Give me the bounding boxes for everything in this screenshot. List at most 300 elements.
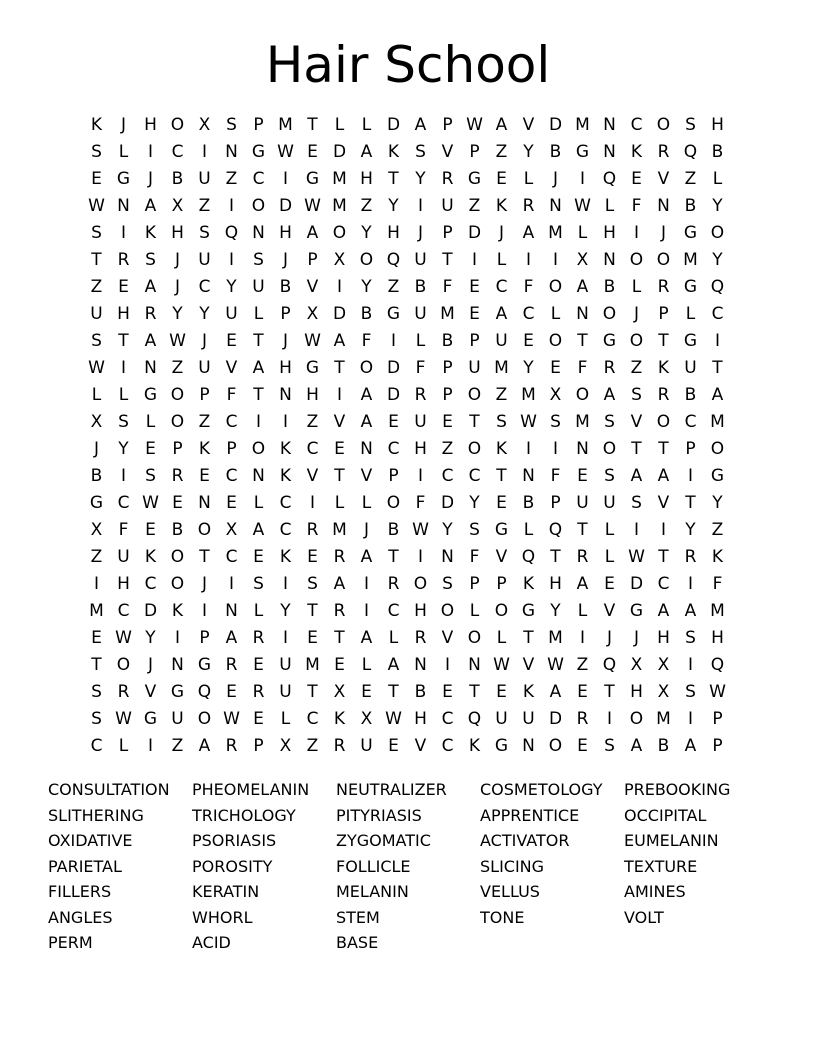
grid-cell[interactable]: W <box>277 142 294 162</box>
grid-cell[interactable]: O <box>170 574 185 594</box>
grid-cell[interactable]: A <box>333 574 346 594</box>
grid-cell[interactable]: I <box>525 439 531 459</box>
grid-cell[interactable]: N <box>603 142 616 162</box>
grid-cell[interactable]: K <box>522 682 535 702</box>
grid-cell[interactable]: T <box>388 682 399 702</box>
grid-cell[interactable]: M <box>278 115 293 135</box>
grid-cell[interactable]: A <box>360 547 373 567</box>
grid-cell[interactable]: X <box>225 520 238 540</box>
grid-cell[interactable]: R <box>414 385 427 405</box>
grid-cell[interactable]: O <box>494 601 509 621</box>
grid-cell[interactable]: Q <box>467 709 482 729</box>
grid-cell[interactable]: I <box>687 655 693 675</box>
grid-cell[interactable]: B <box>684 385 697 405</box>
grid-cell[interactable]: S <box>253 574 264 594</box>
grid-cell[interactable]: C <box>711 304 724 324</box>
grid-cell[interactable]: Z <box>630 358 643 378</box>
grid-cell[interactable]: Q <box>197 682 212 702</box>
grid-cell[interactable]: Y <box>712 493 723 513</box>
grid-cell[interactable]: C <box>144 574 157 594</box>
grid-cell[interactable]: I <box>606 709 612 729</box>
grid-cell[interactable]: H <box>279 358 292 378</box>
grid-cell[interactable]: U <box>414 304 427 324</box>
grid-cell[interactable]: Q <box>521 547 536 567</box>
grid-cell[interactable]: A <box>495 115 508 135</box>
grid-cell[interactable]: M <box>710 601 725 621</box>
grid-cell[interactable]: U <box>441 196 454 216</box>
grid-cell[interactable]: L <box>577 223 588 243</box>
grid-cell[interactable]: A <box>549 682 562 702</box>
grid-cell[interactable]: M <box>332 520 347 540</box>
grid-cell[interactable]: C <box>225 412 238 432</box>
grid-cell[interactable]: V <box>441 142 454 162</box>
grid-cell[interactable]: A <box>144 196 157 216</box>
grid-cell[interactable]: T <box>442 250 453 270</box>
grid-cell[interactable]: T <box>685 493 696 513</box>
grid-cell[interactable]: A <box>711 385 724 405</box>
grid-cell[interactable]: J <box>282 331 288 351</box>
grid-cell[interactable]: P <box>550 493 561 513</box>
grid-cell[interactable]: L <box>523 169 534 189</box>
grid-cell[interactable]: I <box>363 574 369 594</box>
grid-cell[interactable]: A <box>360 385 373 405</box>
grid-cell[interactable]: G <box>683 331 698 351</box>
grid-cell[interactable]: I <box>471 250 477 270</box>
grid-cell[interactable]: Y <box>388 196 399 216</box>
grid-cell[interactable]: X <box>279 736 292 756</box>
grid-cell[interactable]: W <box>88 358 105 378</box>
grid-cell[interactable]: T <box>334 466 345 486</box>
grid-cell[interactable]: E <box>91 169 102 189</box>
grid-cell[interactable]: A <box>630 466 643 486</box>
grid-cell[interactable]: I <box>93 574 99 594</box>
grid-cell[interactable]: C <box>387 601 400 621</box>
grid-cell[interactable]: C <box>117 493 130 513</box>
grid-cell[interactable]: L <box>469 601 480 621</box>
grid-cell[interactable]: N <box>522 736 535 756</box>
grid-cell[interactable]: Y <box>199 304 210 324</box>
grid-cell[interactable]: O <box>629 709 644 729</box>
grid-cell[interactable]: L <box>496 250 507 270</box>
grid-cell[interactable]: M <box>656 709 671 729</box>
grid-cell[interactable]: I <box>120 466 126 486</box>
grid-cell[interactable]: L <box>631 277 642 297</box>
grid-cell[interactable]: T <box>118 331 129 351</box>
grid-cell[interactable]: R <box>333 736 346 756</box>
grid-cell[interactable]: E <box>145 439 156 459</box>
grid-cell[interactable]: V <box>657 493 670 513</box>
grid-cell[interactable]: E <box>469 304 480 324</box>
grid-cell[interactable]: H <box>414 439 427 459</box>
grid-cell[interactable]: W <box>385 709 402 729</box>
grid-cell[interactable]: K <box>468 736 481 756</box>
grid-cell[interactable]: A <box>684 601 697 621</box>
grid-cell[interactable]: I <box>336 277 342 297</box>
grid-cell[interactable]: R <box>576 709 589 729</box>
grid-cell[interactable]: L <box>361 493 372 513</box>
grid-cell[interactable]: P <box>442 358 453 378</box>
grid-cell[interactable]: E <box>442 412 453 432</box>
grid-cell[interactable]: B <box>414 277 427 297</box>
grid-cell[interactable]: P <box>172 439 183 459</box>
grid-cell[interactable]: H <box>414 709 427 729</box>
grid-cell[interactable]: Z <box>306 412 319 432</box>
grid-cell[interactable]: W <box>709 682 726 702</box>
grid-cell[interactable]: D <box>386 115 401 135</box>
grid-cell[interactable]: P <box>280 304 291 324</box>
grid-cell[interactable]: T <box>577 520 588 540</box>
grid-cell[interactable]: I <box>687 574 693 594</box>
grid-cell[interactable]: S <box>145 466 156 486</box>
grid-cell[interactable]: T <box>307 682 318 702</box>
grid-cell[interactable]: U <box>171 709 184 729</box>
grid-cell[interactable]: L <box>523 520 534 540</box>
grid-cell[interactable]: P <box>469 142 480 162</box>
grid-cell[interactable]: B <box>684 196 697 216</box>
grid-cell[interactable]: X <box>360 709 373 729</box>
grid-cell[interactable]: B <box>657 736 670 756</box>
grid-cell[interactable]: R <box>657 142 670 162</box>
grid-cell[interactable]: W <box>223 709 240 729</box>
grid-cell[interactable]: E <box>91 628 102 648</box>
grid-cell[interactable]: M <box>521 385 536 405</box>
grid-cell[interactable]: M <box>332 196 347 216</box>
grid-cell[interactable]: O <box>548 277 563 297</box>
grid-cell[interactable]: A <box>576 277 589 297</box>
grid-cell[interactable]: O <box>359 358 374 378</box>
grid-cell[interactable]: I <box>417 196 423 216</box>
grid-cell[interactable]: S <box>226 115 237 135</box>
grid-cell[interactable]: J <box>120 115 126 135</box>
grid-cell[interactable]: I <box>228 250 234 270</box>
grid-cell[interactable]: O <box>602 439 617 459</box>
grid-cell[interactable]: I <box>120 358 126 378</box>
grid-cell[interactable]: I <box>147 142 153 162</box>
grid-cell[interactable]: G <box>305 358 320 378</box>
grid-cell[interactable]: D <box>386 385 401 405</box>
grid-cell[interactable]: P <box>442 385 453 405</box>
grid-cell[interactable]: I <box>633 223 639 243</box>
grid-cell[interactable]: N <box>522 466 535 486</box>
grid-cell[interactable]: B <box>171 169 184 189</box>
grid-cell[interactable]: Z <box>441 439 454 459</box>
grid-cell[interactable]: A <box>225 628 238 648</box>
grid-cell[interactable]: K <box>279 439 292 459</box>
grid-cell[interactable]: V <box>306 277 319 297</box>
grid-cell[interactable]: K <box>333 709 346 729</box>
grid-cell[interactable]: D <box>332 304 347 324</box>
grid-cell[interactable]: C <box>252 169 265 189</box>
grid-cell[interactable]: Z <box>90 277 103 297</box>
grid-cell[interactable]: O <box>386 493 401 513</box>
grid-cell[interactable]: C <box>441 736 454 756</box>
grid-cell[interactable]: I <box>363 601 369 621</box>
grid-cell[interactable]: U <box>198 250 211 270</box>
grid-cell[interactable]: S <box>604 736 615 756</box>
grid-cell[interactable]: S <box>253 250 264 270</box>
grid-cell[interactable]: V <box>657 169 670 189</box>
grid-cell[interactable]: D <box>386 358 401 378</box>
grid-cell[interactable]: E <box>145 520 156 540</box>
grid-cell[interactable]: H <box>360 169 373 189</box>
grid-cell[interactable]: B <box>90 466 103 486</box>
grid-cell[interactable]: U <box>279 655 292 675</box>
grid-cell[interactable]: J <box>93 439 99 459</box>
grid-cell[interactable]: O <box>197 709 212 729</box>
grid-cell[interactable]: W <box>493 655 510 675</box>
grid-cell[interactable]: I <box>417 547 423 567</box>
grid-cell[interactable]: H <box>171 223 184 243</box>
grid-cell[interactable]: L <box>604 196 615 216</box>
grid-cell[interactable]: R <box>252 682 265 702</box>
grid-cell[interactable]: S <box>631 493 642 513</box>
grid-cell[interactable]: J <box>282 250 288 270</box>
grid-cell[interactable]: N <box>117 196 130 216</box>
grid-cell[interactable]: C <box>684 412 697 432</box>
grid-cell[interactable]: N <box>576 304 589 324</box>
grid-cell[interactable]: Q <box>602 655 617 675</box>
grid-cell[interactable]: F <box>118 520 129 540</box>
grid-cell[interactable]: R <box>117 250 130 270</box>
grid-cell[interactable]: L <box>118 385 129 405</box>
grid-cell[interactable]: S <box>685 115 696 135</box>
grid-cell[interactable]: C <box>441 466 454 486</box>
grid-cell[interactable]: E <box>253 547 264 567</box>
grid-cell[interactable]: Q <box>710 655 725 675</box>
grid-cell[interactable]: Y <box>523 142 534 162</box>
grid-cell[interactable]: V <box>522 115 535 135</box>
grid-cell[interactable]: D <box>467 223 482 243</box>
grid-cell[interactable]: R <box>414 628 427 648</box>
grid-cell[interactable]: X <box>657 655 670 675</box>
grid-cell[interactable]: H <box>279 223 292 243</box>
grid-cell[interactable]: I <box>282 169 288 189</box>
grid-cell[interactable]: E <box>334 439 345 459</box>
grid-cell[interactable]: O <box>656 250 671 270</box>
grid-cell[interactable]: P <box>712 736 723 756</box>
grid-cell[interactable]: O <box>467 439 482 459</box>
grid-cell[interactable]: P <box>307 250 318 270</box>
grid-cell[interactable]: P <box>226 439 237 459</box>
grid-cell[interactable]: Z <box>684 169 697 189</box>
grid-cell[interactable]: K <box>90 115 103 135</box>
grid-cell[interactable]: D <box>332 142 347 162</box>
grid-cell[interactable]: I <box>255 412 261 432</box>
grid-cell[interactable]: E <box>226 331 237 351</box>
grid-cell[interactable]: N <box>441 547 454 567</box>
grid-cell[interactable]: S <box>685 628 696 648</box>
grid-cell[interactable]: G <box>170 682 185 702</box>
grid-cell[interactable]: I <box>120 223 126 243</box>
grid-cell[interactable]: O <box>656 115 671 135</box>
grid-cell[interactable]: E <box>226 682 237 702</box>
grid-cell[interactable]: K <box>387 142 400 162</box>
grid-cell[interactable]: J <box>660 223 666 243</box>
grid-cell[interactable]: I <box>579 628 585 648</box>
grid-cell[interactable]: E <box>442 682 453 702</box>
grid-cell[interactable]: P <box>685 439 696 459</box>
grid-cell[interactable]: B <box>171 520 184 540</box>
grid-cell[interactable]: U <box>603 493 616 513</box>
grid-cell[interactable]: O <box>710 439 725 459</box>
grid-cell[interactable]: Z <box>171 358 184 378</box>
grid-cell[interactable]: Y <box>469 493 480 513</box>
grid-cell[interactable]: W <box>412 520 429 540</box>
grid-cell[interactable]: S <box>631 385 642 405</box>
grid-cell[interactable]: X <box>306 304 319 324</box>
grid-cell[interactable]: X <box>657 682 670 702</box>
grid-cell[interactable]: I <box>687 466 693 486</box>
grid-cell[interactable]: C <box>522 304 535 324</box>
grid-cell[interactable]: U <box>198 169 211 189</box>
grid-cell[interactable]: T <box>712 358 723 378</box>
grid-cell[interactable]: D <box>278 196 293 216</box>
grid-cell[interactable]: L <box>91 385 102 405</box>
grid-cell[interactable]: H <box>306 385 319 405</box>
grid-cell[interactable]: J <box>552 169 558 189</box>
grid-cell[interactable]: E <box>388 412 399 432</box>
grid-cell[interactable]: I <box>336 385 342 405</box>
grid-cell[interactable]: E <box>226 493 237 513</box>
grid-cell[interactable]: V <box>603 601 616 621</box>
grid-cell[interactable]: W <box>142 493 159 513</box>
grid-cell[interactable]: L <box>577 601 588 621</box>
grid-cell[interactable]: O <box>467 385 482 405</box>
grid-cell[interactable]: V <box>522 655 535 675</box>
grid-cell[interactable]: I <box>282 628 288 648</box>
grid-cell[interactable]: C <box>306 709 319 729</box>
grid-cell[interactable]: J <box>147 169 153 189</box>
grid-cell[interactable]: K <box>171 601 184 621</box>
grid-cell[interactable]: U <box>252 277 265 297</box>
grid-cell[interactable]: A <box>198 736 211 756</box>
grid-cell[interactable]: T <box>523 628 534 648</box>
grid-cell[interactable]: K <box>198 439 211 459</box>
grid-cell[interactable]: Z <box>171 736 184 756</box>
grid-cell[interactable]: M <box>710 412 725 432</box>
grid-cell[interactable]: S <box>91 682 102 702</box>
grid-cell[interactable]: Y <box>442 520 453 540</box>
grid-cell[interactable]: B <box>360 304 373 324</box>
grid-cell[interactable]: L <box>415 331 426 351</box>
grid-cell[interactable]: A <box>414 115 427 135</box>
grid-cell[interactable]: U <box>225 304 238 324</box>
grid-cell[interactable]: F <box>523 277 534 297</box>
grid-cell[interactable]: N <box>603 115 616 135</box>
grid-cell[interactable]: N <box>252 466 265 486</box>
grid-cell[interactable]: L <box>145 412 156 432</box>
grid-cell[interactable]: N <box>144 358 157 378</box>
grid-cell[interactable]: I <box>660 520 666 540</box>
grid-cell[interactable]: Z <box>198 412 211 432</box>
grid-cell[interactable]: Z <box>468 196 481 216</box>
grid-cell[interactable]: T <box>469 412 480 432</box>
grid-cell[interactable]: I <box>174 628 180 648</box>
grid-cell[interactable]: I <box>417 466 423 486</box>
grid-cell[interactable]: Z <box>387 277 400 297</box>
grid-cell[interactable]: E <box>388 736 399 756</box>
grid-cell[interactable]: A <box>630 736 643 756</box>
grid-cell[interactable]: J <box>498 223 504 243</box>
grid-cell[interactable]: O <box>548 331 563 351</box>
grid-cell[interactable]: C <box>225 466 238 486</box>
grid-cell[interactable]: A <box>657 466 670 486</box>
grid-cell[interactable]: J <box>417 223 423 243</box>
grid-cell[interactable]: Y <box>118 439 129 459</box>
grid-cell[interactable]: T <box>658 547 669 567</box>
grid-cell[interactable]: I <box>633 520 639 540</box>
grid-cell[interactable]: O <box>170 385 185 405</box>
grid-cell[interactable]: U <box>684 358 697 378</box>
grid-cell[interactable]: A <box>603 385 616 405</box>
grid-cell[interactable]: O <box>656 412 671 432</box>
grid-cell[interactable]: T <box>307 601 318 621</box>
grid-cell[interactable]: O <box>251 439 266 459</box>
grid-cell[interactable]: Y <box>712 196 723 216</box>
grid-cell[interactable]: F <box>361 331 372 351</box>
grid-cell[interactable]: J <box>174 250 180 270</box>
grid-cell[interactable]: W <box>88 196 105 216</box>
grid-cell[interactable]: Z <box>711 520 724 540</box>
grid-cell[interactable]: X <box>90 412 103 432</box>
grid-cell[interactable]: M <box>548 628 563 648</box>
grid-cell[interactable]: L <box>253 493 264 513</box>
grid-cell[interactable]: P <box>388 466 399 486</box>
grid-cell[interactable]: W <box>115 628 132 648</box>
grid-cell[interactable]: N <box>225 601 238 621</box>
grid-cell[interactable]: P <box>199 385 210 405</box>
grid-cell[interactable]: Y <box>415 169 426 189</box>
grid-cell[interactable]: R <box>171 466 184 486</box>
grid-cell[interactable]: Q <box>602 169 617 189</box>
grid-cell[interactable]: I <box>147 736 153 756</box>
grid-cell[interactable]: B <box>414 682 427 702</box>
grid-cell[interactable]: Z <box>225 169 238 189</box>
grid-cell[interactable]: I <box>201 601 207 621</box>
grid-cell[interactable]: M <box>575 115 590 135</box>
grid-cell[interactable]: E <box>523 331 534 351</box>
grid-cell[interactable]: A <box>333 331 346 351</box>
grid-cell[interactable]: V <box>333 412 346 432</box>
grid-cell[interactable]: T <box>388 547 399 567</box>
grid-cell[interactable]: Z <box>90 547 103 567</box>
grid-cell[interactable]: U <box>198 358 211 378</box>
grid-cell[interactable]: T <box>631 439 642 459</box>
grid-cell[interactable]: Z <box>306 736 319 756</box>
grid-cell[interactable]: L <box>253 304 264 324</box>
grid-cell[interactable]: D <box>629 574 644 594</box>
grid-cell[interactable]: K <box>279 547 292 567</box>
grid-cell[interactable]: X <box>549 385 562 405</box>
grid-cell[interactable]: W <box>115 709 132 729</box>
grid-cell[interactable]: O <box>359 250 374 270</box>
grid-cell[interactable]: V <box>360 466 373 486</box>
grid-cell[interactable]: F <box>712 574 723 594</box>
grid-cell[interactable]: B <box>441 331 454 351</box>
grid-cell[interactable]: F <box>550 466 561 486</box>
grid-cell[interactable]: T <box>91 655 102 675</box>
grid-cell[interactable]: U <box>522 709 535 729</box>
grid-cell[interactable]: O <box>332 223 347 243</box>
grid-cell[interactable]: Y <box>172 304 183 324</box>
grid-cell[interactable]: O <box>467 628 482 648</box>
grid-cell[interactable]: P <box>469 574 480 594</box>
grid-cell[interactable]: E <box>577 682 588 702</box>
grid-cell[interactable]: X <box>198 115 211 135</box>
grid-cell[interactable]: R <box>144 304 157 324</box>
grid-cell[interactable]: R <box>306 520 319 540</box>
grid-cell[interactable]: E <box>604 574 615 594</box>
